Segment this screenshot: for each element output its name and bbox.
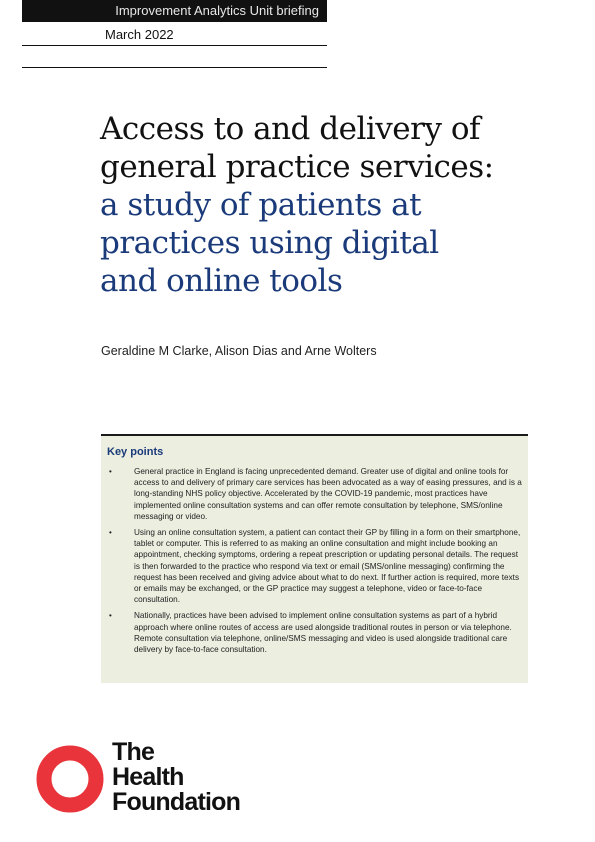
subtitle-line: and online tools xyxy=(100,263,343,299)
subtitle-line: a study of patients at xyxy=(100,187,422,223)
page-title xyxy=(100,110,570,300)
key-points-box xyxy=(101,434,528,683)
bullet-icon: • xyxy=(109,611,112,621)
authors: Geraldine M Clarke, Alison Dias and Arne Wolters xyxy=(101,344,377,358)
logo-ring-icon xyxy=(35,744,105,814)
logo-line: Foundation xyxy=(112,788,241,816)
list-item-text: General practice in England is facing unprecedented demand. Greater use of digital and online tools for access to and delivery of primary care services has been advocated as a way of easing pressures, and is a long-standing NHS policy objective. Accelerated by the COVID-19 pandemic, most practices have implemented online consultation systems and can offer remote consultation by telephone, SMS/online messaging or video. xyxy=(134,467,522,521)
header-bar xyxy=(22,0,327,22)
logo-line: Health xyxy=(112,763,184,791)
bullet-icon: • xyxy=(109,528,112,538)
divider-rule xyxy=(22,45,327,46)
list-item xyxy=(101,466,522,522)
list-item-text: Nationally, practices have been advised to implement online consultation systems as part of a hybrid approach where online routes of access are used alongside traditional routes in person or via telephone. Remote consultation via telephone, online/SMS messaging and video is used alongside traditional care delivery by face-to-face consultation. xyxy=(134,611,512,655)
logo-line: The xyxy=(112,738,155,766)
bullet-icon: • xyxy=(109,467,112,476)
list-item-text: Using an online consultation system, a patient can contact their GP by filling in a form on their smartphone, tablet or computer. This is referred to as making an online consultation and might include booking an appointment, checking symptoms, ordering a repeat prescription or updating personal details. The request is then forwarded to the practice who respond via text or email (SMS/online messaging) confirming the request has been received and giving advice about what to do next. If further action is required, more texts or emails may be exchanged, or the GP practice may suggest a telephone, video or face-to-face consultation. xyxy=(134,528,521,605)
title-line: Access to and delivery of xyxy=(100,111,480,147)
list-item xyxy=(101,610,522,655)
divider-rule xyxy=(22,67,327,68)
subtitle-line: practices using digital xyxy=(100,225,439,261)
key-points-list xyxy=(101,466,522,660)
series-label: Improvement Analytics Unit briefing xyxy=(115,3,319,18)
list-item xyxy=(101,527,522,605)
title-line: general practice services: xyxy=(100,149,494,185)
key-points-heading: Key points xyxy=(107,446,164,458)
logo-wordmark xyxy=(112,740,240,815)
publication-date: March 2022 xyxy=(105,27,174,42)
